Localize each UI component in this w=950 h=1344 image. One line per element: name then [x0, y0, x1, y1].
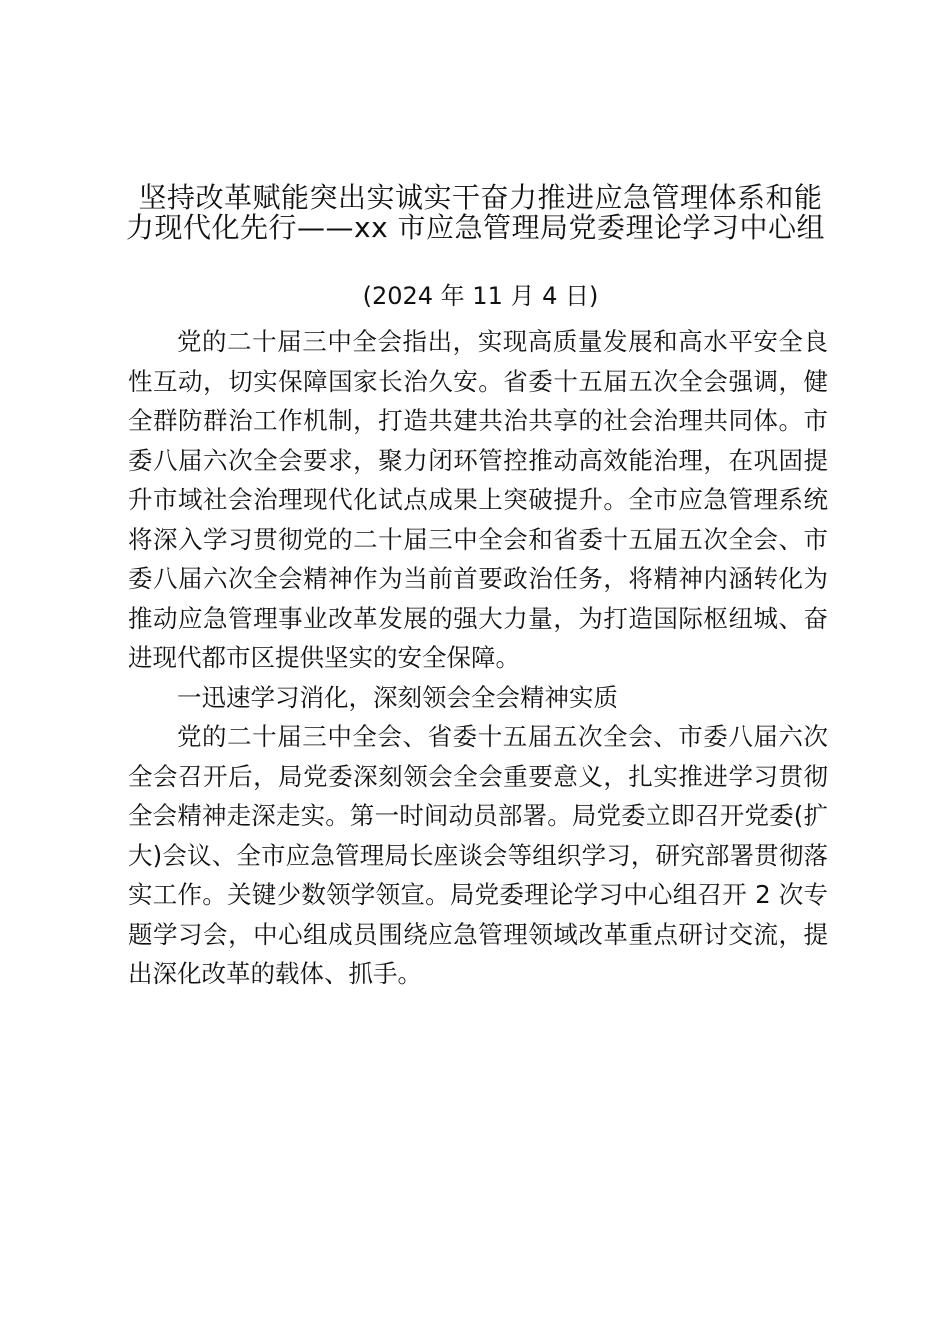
section-heading: 一迅速学习消化，深刻领会全会精神实质 [177, 682, 618, 712]
document-title-line-2: 力现代化先行——xx 市应急管理局党委理论学习中心组 [126, 211, 826, 244]
paragraph-intro: 党的二十届三中全会指出，实现高质量发展和高水平安全良性互动，切实保障国家长治久安。省委十五届五次全会强调，健全群防群治工作机制，打造共建共治共享的社会治理共同体。市委八届六次全会要求，聚力闭环管控推动高效能治理，在巩固提升市域社会治理现代化试点成果上突破提升。全市应急管理系统将深入学习贯彻党的二十届三中全会和省委十五届五次全会、市委八届六次全会精神作为当前首要政治任务，将精神内涵转化为推动应急管理事业改革发展的强大力量，为打造国际枢纽城、奋进现代都市区提供坚实的安全保障。 [128, 327, 828, 672]
document-body [128, 322, 828, 994]
document-date: (2024 年 11 月 4 日) [362, 282, 599, 310]
document-title-line-1: 坚持改革赋能突出实诚实干奋力推进应急管理体系和能 [138, 181, 823, 214]
paragraph-study: 党的二十届三中全会、省委十五届五次全会、市委八届六次全会召开后，局党委深刻领会全会重要意义，扎实推进学习贯彻全会精神走深走实。第一时间动员部署。局党委立即召开党委(扩大)会议、全市应急管理局长座谈会等组织学习，研究部署贯彻落实工作。关键少数领学领宣。局党委理论学习中心组召开 2 次专题学习会，中心组成员围绕应急管理领域改革重点研讨交流，提出深化改革的载体、抓手。 [128, 722, 828, 988]
